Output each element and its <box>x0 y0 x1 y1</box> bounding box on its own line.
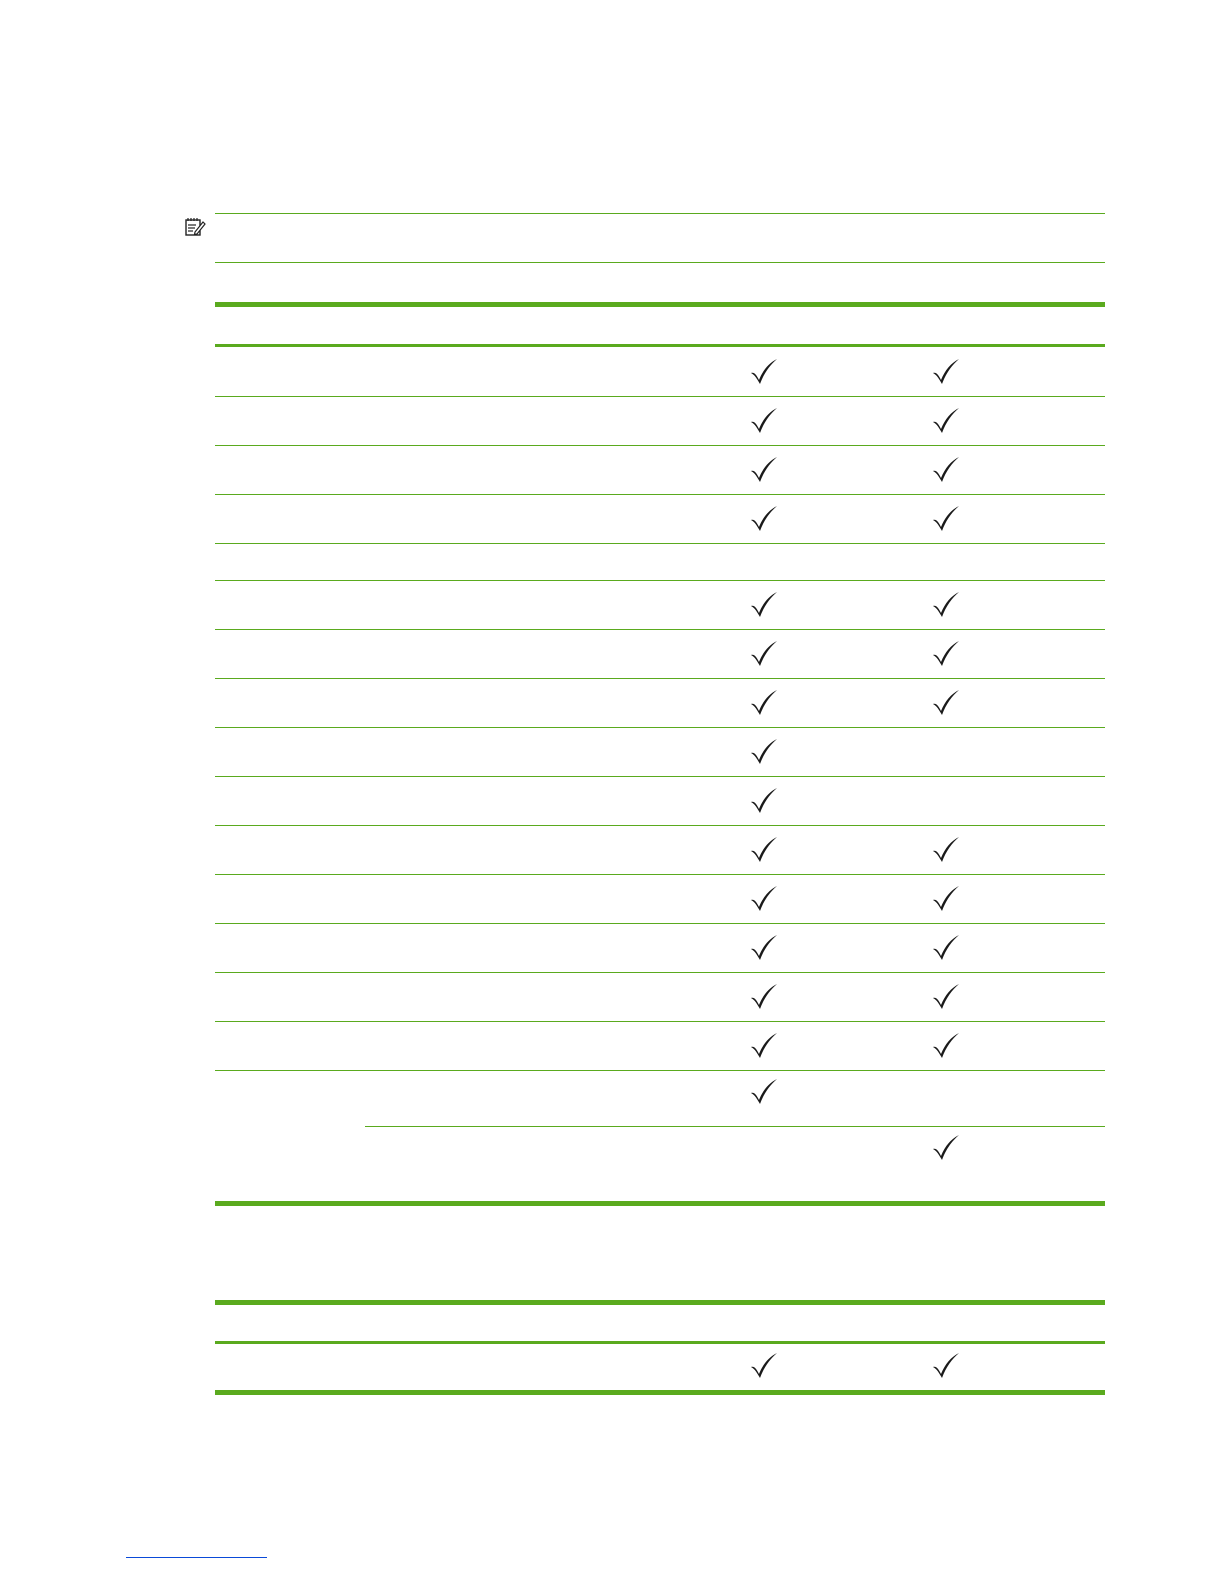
table1-row-divider <box>215 776 1105 777</box>
table1-row-divider <box>215 629 1105 630</box>
table2-row-1-col-b-check-icon <box>931 1352 961 1380</box>
table1-row-divider <box>215 874 1105 875</box>
table1-row-1-col-b-check-icon <box>931 358 961 386</box>
table1-row-15-col-a-check-icon <box>749 1032 779 1060</box>
table1-row-11-col-a-check-icon <box>749 836 779 864</box>
table2-bottom-rule <box>215 1390 1105 1395</box>
table1-row-4-col-a-check-icon <box>749 505 779 533</box>
table1-row-14-col-b-check-icon <box>931 983 961 1011</box>
table1-row-15-col-b-check-icon <box>931 1032 961 1060</box>
table2-top-rule <box>215 1300 1105 1305</box>
table1-row-divider <box>215 825 1105 826</box>
table1-row-17-col-b-check-icon <box>931 1134 961 1162</box>
table1-row-9-col-a-check-icon <box>749 738 779 766</box>
table1-row-divider <box>215 972 1105 973</box>
table1-row-divider <box>365 1126 1105 1127</box>
table1-row-7-col-b-check-icon <box>931 640 961 668</box>
table1-row-divider <box>215 678 1105 679</box>
table1-row-divider <box>215 1021 1105 1022</box>
table1-row-13-col-b-check-icon <box>931 934 961 962</box>
table1-row-3-col-b-check-icon <box>931 456 961 484</box>
table1-row-4-col-b-check-icon <box>931 505 961 533</box>
table2-row-1-col-a-check-icon <box>749 1352 779 1380</box>
table1-row-8-col-a-check-icon <box>749 689 779 717</box>
table1-row-12-col-b-check-icon <box>931 885 961 913</box>
table1-row-divider <box>215 494 1105 495</box>
table1-row-2-col-a-check-icon <box>749 407 779 435</box>
table1-row-10-col-a-check-icon <box>749 787 779 815</box>
table1-row-divider <box>215 727 1105 728</box>
table1-row-16-col-a-check-icon <box>749 1078 779 1106</box>
table2-header-rule <box>215 1341 1105 1344</box>
table1-row-divider <box>215 445 1105 446</box>
table1-bottom-rule <box>215 1201 1105 1206</box>
table1-row-2-col-b-check-icon <box>931 407 961 435</box>
table1-header-rule <box>215 344 1105 347</box>
table1-row-divider <box>215 396 1105 397</box>
table1-row-6-col-b-check-icon <box>931 591 961 619</box>
note-icon <box>184 216 206 238</box>
table1-row-7-col-a-check-icon <box>749 640 779 668</box>
table1-row-divider <box>215 1070 1105 1071</box>
table1-row-14-col-a-check-icon <box>749 983 779 1011</box>
table1-top-rule <box>215 302 1105 307</box>
table1-row-divider <box>215 923 1105 924</box>
table1-row-6-col-a-check-icon <box>749 591 779 619</box>
table1-row-11-col-b-check-icon <box>931 836 961 864</box>
note-bottom-rule <box>215 262 1105 263</box>
table1-row-3-col-a-check-icon <box>749 456 779 484</box>
table1-row-1-col-a-check-icon <box>749 358 779 386</box>
table1-row-divider <box>215 543 1105 544</box>
note-top-rule <box>215 213 1105 214</box>
table1-row-13-col-a-check-icon <box>749 934 779 962</box>
table1-row-divider <box>215 580 1105 581</box>
table1-row-12-col-a-check-icon <box>749 885 779 913</box>
table1-row-8-col-b-check-icon <box>931 689 961 717</box>
footer-link[interactable] <box>126 1557 267 1558</box>
